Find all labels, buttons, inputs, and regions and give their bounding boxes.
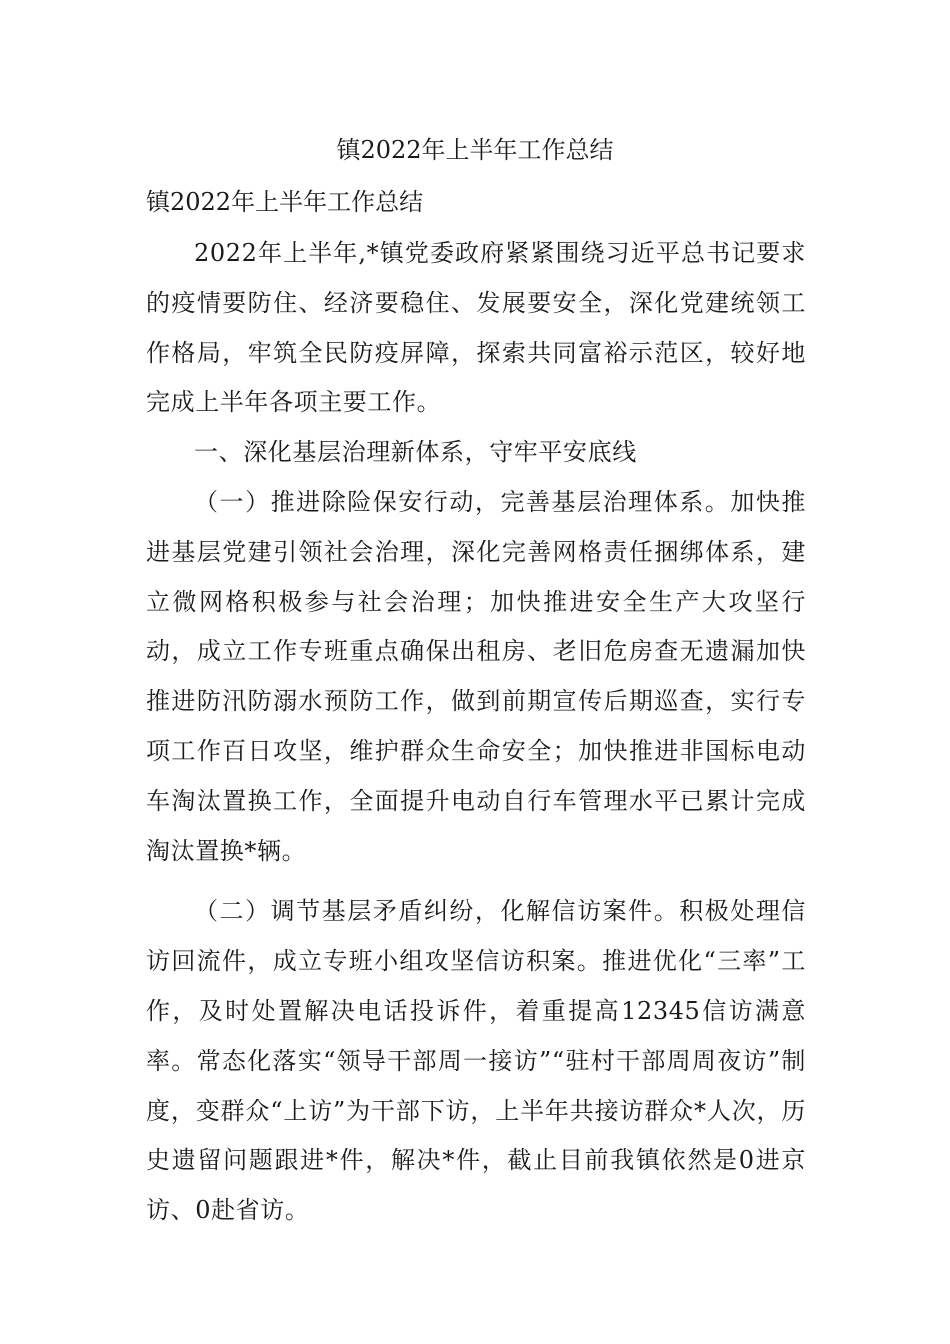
- subsection-paragraph-1: （一）推进除险保安行动，完善基层治理体系。加快推进基层党建引领社会治理，深化完善网格责任捆绑体系，建立微网格积极参与社会治理；加快推进安全生产大攻坚行动，成立工作专班重点确保出租房、老旧危房查无遗漏加快推进防汛防溺水预防工作，做到前期宣传后期巡查，实行专项工作百日攻坚，维护群众生命安全；加快推进非国标电动车淘汰置换工作，全面提升电动自行车管理水平已累计完成淘汰置换*辆。: [146, 487, 806, 865]
- document-title: 镇2022年上半年工作总结: [336, 136, 614, 164]
- intro-paragraph: 2022年上半年,*镇党委政府紧紧围绕习近平总书记要求的疫情要防住、经济要稳住、发展要安全，深化党建统领工作格局，牢筑全民防疫屏障，探索共同富裕示范区，较好地完成上半年各项主要工作。: [146, 239, 806, 417]
- section-heading-1: 一、深化基层治理新体系，守牢平安底线: [194, 438, 637, 467]
- document-subtitle: 镇2022年上半年工作总结: [146, 188, 424, 216]
- subsection-paragraph-2: （二）调节基层矛盾纠纷，化解信访案件。积极处理信访回流件，成立专班小组攻坚信访积案。推进优化“三率”工作，及时处置解决电话投诉件，着重提高12345信访满意率。常态化落实“领导干部周一接访”“驻村干部周周夜访”制度，变群众“上访”为干部下访，上半年共接访群众*人次，历史遗留问题跟进*件，解决*件，截止目前我镇依然是0进京访、0赴省访。: [146, 897, 806, 1225]
- document-body: [146, 229, 806, 1236]
